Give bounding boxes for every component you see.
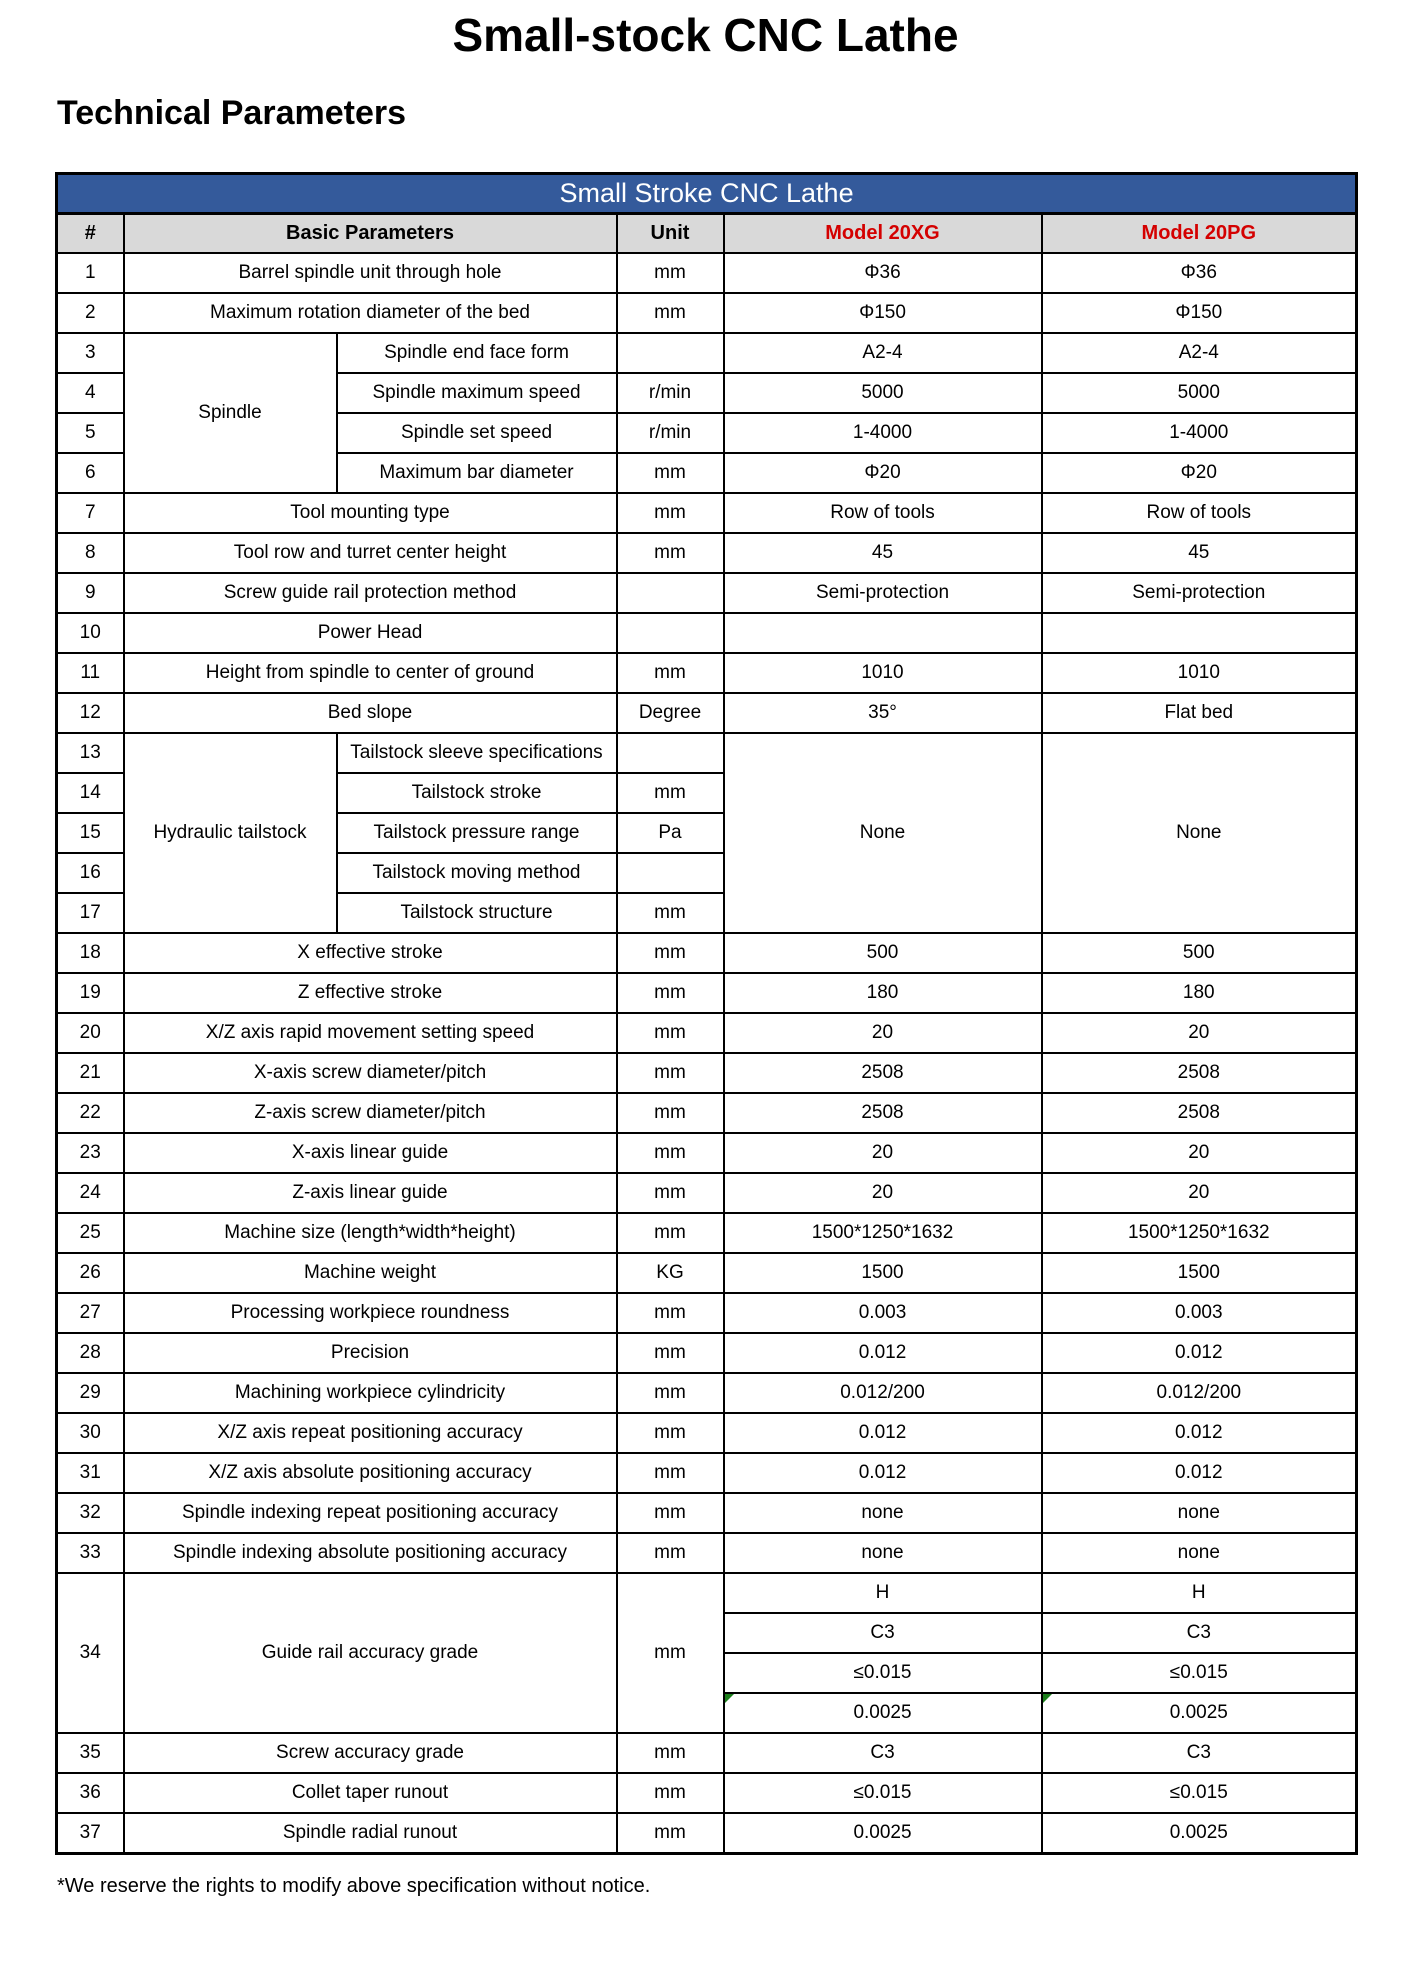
table-row [57, 1133, 1357, 1173]
table-row [57, 1533, 1357, 1573]
parameter-name: X/Z axis absolute positioning accuracy [124, 1453, 617, 1493]
table-row [57, 1173, 1357, 1213]
row-number: 24 [57, 1173, 124, 1213]
parameter-name: X-axis screw diameter/pitch [124, 1053, 617, 1093]
model-20pg-value: Semi-protection [1042, 573, 1357, 613]
table-row [57, 1813, 1357, 1853]
row-number: 1 [57, 253, 124, 293]
table-row [57, 693, 1357, 733]
model-20pg-value: none [1042, 1533, 1357, 1573]
model-20pg-value: Φ36 [1042, 253, 1357, 293]
table-row [57, 1093, 1357, 1133]
model-20pg-value: 5000 [1042, 373, 1357, 413]
model-20xg-value: 500 [724, 933, 1042, 973]
value-text: 0.0025 [853, 1702, 912, 1724]
row-number: 2 [57, 293, 124, 333]
table-row [57, 1013, 1357, 1053]
row-number: 15 [57, 813, 124, 853]
row-number: 27 [57, 1293, 124, 1333]
unit-cell: mm [617, 1733, 724, 1773]
table-row [57, 613, 1357, 653]
spec-table [55, 172, 1358, 1855]
model-20pg-value: C3 [1042, 1733, 1357, 1773]
model-20xg-value: 45 [724, 533, 1042, 573]
model-20xg-value: 1010 [724, 653, 1042, 693]
parameter-name: X/Z axis repeat positioning accuracy [124, 1413, 617, 1453]
model-20pg-value: Flat bed [1042, 693, 1357, 733]
unit-cell: mm [617, 1093, 724, 1133]
unit-cell: mm [617, 1173, 724, 1213]
model-20pg-value: 180 [1042, 973, 1357, 1013]
model-20xg-value: 2508 [724, 1053, 1042, 1093]
parameter-name: Spindle radial runout [124, 1813, 617, 1853]
model-20pg-value [1042, 613, 1357, 653]
unit-cell: mm [617, 933, 724, 973]
row-number: 8 [57, 533, 124, 573]
model-20xg-value: Φ36 [724, 253, 1042, 293]
model-20xg-value: 1500*1250*1632 [724, 1213, 1042, 1253]
model-20xg-value: 180 [724, 973, 1042, 1013]
unit-cell: mm [617, 893, 724, 933]
col-header-number: # [57, 213, 124, 253]
row-number: 16 [57, 853, 124, 893]
unit-cell: r/min [617, 413, 724, 453]
row-number: 30 [57, 1413, 124, 1453]
model-20xg-value: 1500 [724, 1253, 1042, 1293]
parameter-name: Spindle indexing repeat positioning accuracy [124, 1493, 617, 1533]
model-20pg-value: ≤0.015 [1042, 1773, 1357, 1813]
model-20pg-value: Row of tools [1042, 493, 1357, 533]
row-number: 3 [57, 333, 124, 373]
footnote: *We reserve the rights to modify above specification without notice. [57, 1874, 651, 1897]
parameter-name: Tool row and turret center height [124, 533, 617, 573]
parameter-name: Spindle indexing absolute positioning accuracy [124, 1533, 617, 1573]
table-row [57, 1053, 1357, 1093]
parameter-name: Machine size (length*width*height) [124, 1213, 617, 1253]
parameter-name: X effective stroke [124, 933, 617, 973]
table-row [57, 1253, 1357, 1293]
model-20xg-value: H [724, 1573, 1042, 1613]
model-20pg-value: 0.0025 [1042, 1813, 1357, 1853]
unit-cell: mm [617, 1453, 724, 1493]
green-corner-marker-icon [1043, 1694, 1052, 1703]
unit-cell: mm [617, 773, 724, 813]
parameter-sub-name: Spindle maximum speed [337, 373, 617, 413]
table-row [57, 533, 1357, 573]
unit-cell: mm [617, 1773, 724, 1813]
unit-cell: mm [617, 973, 724, 1013]
model-20pg-value: 0.012 [1042, 1453, 1357, 1493]
model-20xg-value: 20 [724, 1173, 1042, 1213]
row-number: 22 [57, 1093, 124, 1133]
unit-cell [617, 613, 724, 653]
table-row [57, 1293, 1357, 1333]
parameter-sub-name: Tailstock moving method [337, 853, 617, 893]
unit-cell: r/min [617, 373, 724, 413]
parameter-sub-name: Tailstock sleeve specifications [337, 733, 617, 773]
model-20pg-value [1042, 1693, 1357, 1733]
parameter-name: Screw accuracy grade [124, 1733, 617, 1773]
parameter-group-hydraulic-tailstock: Hydraulic tailstock [124, 733, 337, 933]
model-20pg-value: 1010 [1042, 653, 1357, 693]
col-header-model-20xg: Model 20XG [724, 213, 1042, 253]
model-20xg-value: ≤0.015 [724, 1773, 1042, 1813]
model-20pg-value: 2508 [1042, 1093, 1357, 1133]
model-20xg-value: none [724, 1533, 1042, 1573]
parameter-group-spindle: Spindle [124, 333, 337, 493]
table-row [57, 1773, 1357, 1813]
parameter-sub-name: Spindle set speed [337, 413, 617, 453]
row-number: 32 [57, 1493, 124, 1533]
table-header-row [57, 213, 1357, 253]
model-20xg-value: 0.0025 [724, 1813, 1042, 1853]
model-20xg-value: 1-4000 [724, 413, 1042, 453]
row-number: 18 [57, 933, 124, 973]
parameter-name: Machining workpiece cylindricity [124, 1373, 617, 1413]
model-20xg-value [724, 613, 1042, 653]
model-20xg-value: None [724, 733, 1042, 933]
parameter-name: Collet taper runout [124, 1773, 617, 1813]
row-number: 7 [57, 493, 124, 533]
model-20xg-value: ≤0.015 [724, 1653, 1042, 1693]
model-20pg-value: H [1042, 1573, 1357, 1613]
model-20pg-value: None [1042, 733, 1357, 933]
model-20xg-value: none [724, 1493, 1042, 1533]
parameter-name: Machine weight [124, 1253, 617, 1293]
model-20xg-value: 0.012 [724, 1453, 1042, 1493]
model-20xg-value: 2508 [724, 1093, 1042, 1133]
unit-cell: mm [617, 1573, 724, 1733]
unit-cell: mm [617, 1493, 724, 1533]
unit-cell: Pa [617, 813, 724, 853]
row-number: 33 [57, 1533, 124, 1573]
row-number: 10 [57, 613, 124, 653]
model-20xg-value: 35° [724, 693, 1042, 733]
model-20pg-value: ≤0.015 [1042, 1653, 1357, 1693]
table-row [57, 1573, 1357, 1613]
model-20xg-value: 20 [724, 1013, 1042, 1053]
table-title: Small Stroke CNC Lathe [57, 173, 1357, 213]
model-20pg-value: 1-4000 [1042, 413, 1357, 453]
unit-cell [617, 573, 724, 613]
model-20pg-value: 0.012 [1042, 1333, 1357, 1373]
parameter-name: Z effective stroke [124, 973, 617, 1013]
table-row [57, 1453, 1357, 1493]
row-number: 6 [57, 453, 124, 493]
model-20pg-value: Φ150 [1042, 293, 1357, 333]
model-20xg-value: 20 [724, 1133, 1042, 1173]
table-row [57, 493, 1357, 533]
col-header-unit: Unit [617, 213, 724, 253]
model-20xg-value: Φ150 [724, 293, 1042, 333]
parameter-sub-name: Maximum bar diameter [337, 453, 617, 493]
model-20pg-value: A2-4 [1042, 333, 1357, 373]
unit-cell: mm [617, 1013, 724, 1053]
parameter-sub-name: Tailstock stroke [337, 773, 617, 813]
model-20pg-value: C3 [1042, 1613, 1357, 1653]
row-number: 5 [57, 413, 124, 453]
table-row [57, 653, 1357, 693]
table-row [57, 973, 1357, 1013]
unit-cell: mm [617, 1053, 724, 1093]
model-20xg-value: 0.012 [724, 1413, 1042, 1453]
table-row [57, 933, 1357, 973]
model-20pg-value: 20 [1042, 1013, 1357, 1053]
parameter-name: Precision [124, 1333, 617, 1373]
row-number: 34 [57, 1573, 124, 1733]
page-title: Small-stock CNC Lathe [452, 9, 959, 61]
table-row [57, 1493, 1357, 1533]
row-number: 19 [57, 973, 124, 1013]
model-20pg-value: 2508 [1042, 1053, 1357, 1093]
row-number: 17 [57, 893, 124, 933]
unit-cell: mm [617, 653, 724, 693]
model-20pg-value: 45 [1042, 533, 1357, 573]
row-number: 25 [57, 1213, 124, 1253]
parameter-sub-name: Tailstock structure [337, 893, 617, 933]
model-20pg-value: 1500 [1042, 1253, 1357, 1293]
row-number: 13 [57, 733, 124, 773]
model-20xg-value: Row of tools [724, 493, 1042, 533]
unit-cell [617, 853, 724, 893]
parameter-name: Z-axis screw diameter/pitch [124, 1093, 617, 1133]
spec-table-container [55, 172, 1411, 1855]
parameter-name: X-axis linear guide [124, 1133, 617, 1173]
model-20xg-value: Semi-protection [724, 573, 1042, 613]
model-20xg-value: A2-4 [724, 333, 1042, 373]
model-20xg-value: 0.003 [724, 1293, 1042, 1333]
model-20xg-value [724, 1693, 1042, 1733]
model-20xg-value: C3 [724, 1613, 1042, 1653]
model-20pg-value: 1500*1250*1632 [1042, 1213, 1357, 1253]
table-row [57, 1373, 1357, 1413]
row-number: 23 [57, 1133, 124, 1173]
row-number: 37 [57, 1813, 124, 1853]
parameter-name: Z-axis linear guide [124, 1173, 617, 1213]
row-number: 21 [57, 1053, 124, 1093]
table-row [57, 1733, 1357, 1773]
model-20pg-value: none [1042, 1493, 1357, 1533]
model-20pg-value: Φ20 [1042, 453, 1357, 493]
col-header-model-20pg: Model 20PG [1042, 213, 1357, 253]
unit-cell: mm [617, 1133, 724, 1173]
parameter-name: Bed slope [124, 693, 617, 733]
value-text: 0.0025 [1169, 1702, 1228, 1724]
model-20pg-value: 20 [1042, 1173, 1357, 1213]
parameter-name: X/Z axis rapid movement setting speed [124, 1013, 617, 1053]
unit-cell [617, 733, 724, 773]
parameter-sub-name: Spindle end face form [337, 333, 617, 373]
parameter-sub-name: Tailstock pressure range [337, 813, 617, 853]
parameter-name: Screw guide rail protection method [124, 573, 617, 613]
unit-cell [617, 333, 724, 373]
unit-cell: Degree [617, 693, 724, 733]
parameter-name: Power Head [124, 613, 617, 653]
col-header-basic-parameters: Basic Parameters [124, 213, 617, 253]
parameter-name: Processing workpiece roundness [124, 1293, 617, 1333]
row-number: 4 [57, 373, 124, 413]
model-20xg-value: 5000 [724, 373, 1042, 413]
unit-cell: mm [617, 293, 724, 333]
unit-cell: mm [617, 253, 724, 293]
table-title-row [57, 173, 1357, 213]
unit-cell: mm [617, 1813, 724, 1853]
model-20xg-value: 0.012/200 [724, 1373, 1042, 1413]
unit-cell: mm [617, 453, 724, 493]
row-number: 26 [57, 1253, 124, 1293]
table-row [57, 573, 1357, 613]
parameter-name: Guide rail accuracy grade [124, 1573, 617, 1733]
parameter-name: Maximum rotation diameter of the bed [124, 293, 617, 333]
unit-cell: mm [617, 1413, 724, 1453]
row-number: 9 [57, 573, 124, 613]
row-number: 35 [57, 1733, 124, 1773]
table-row [57, 253, 1357, 293]
green-corner-marker-icon [725, 1694, 734, 1703]
model-20pg-value: 500 [1042, 933, 1357, 973]
table-row [57, 1333, 1357, 1373]
table-row [57, 293, 1357, 333]
table-row [57, 733, 1357, 773]
row-number: 12 [57, 693, 124, 733]
unit-cell: mm [617, 493, 724, 533]
row-number: 20 [57, 1013, 124, 1053]
unit-cell: mm [617, 1213, 724, 1253]
row-number: 11 [57, 653, 124, 693]
model-20pg-value: 0.012 [1042, 1413, 1357, 1453]
parameter-name: Barrel spindle unit through hole [124, 253, 617, 293]
unit-cell: KG [617, 1253, 724, 1293]
model-20pg-value: 20 [1042, 1133, 1357, 1173]
row-number: 31 [57, 1453, 124, 1493]
row-number: 29 [57, 1373, 124, 1413]
row-number: 14 [57, 773, 124, 813]
row-number: 28 [57, 1333, 124, 1373]
model-20pg-value: 0.003 [1042, 1293, 1357, 1333]
unit-cell: mm [617, 1373, 724, 1413]
table-row [57, 333, 1357, 373]
unit-cell: mm [617, 1333, 724, 1373]
row-number: 36 [57, 1773, 124, 1813]
unit-cell: mm [617, 1293, 724, 1333]
model-20pg-value: 0.012/200 [1042, 1373, 1357, 1413]
table-row [57, 1413, 1357, 1453]
model-20xg-value: Φ20 [724, 453, 1042, 493]
section-heading: Technical Parameters [57, 94, 406, 133]
unit-cell: mm [617, 1533, 724, 1573]
parameter-name: Height from spindle to center of ground [124, 653, 617, 693]
table-row [57, 1213, 1357, 1253]
model-20xg-value: 0.012 [724, 1333, 1042, 1373]
parameter-name: Tool mounting type [124, 493, 617, 533]
model-20xg-value: C3 [724, 1733, 1042, 1773]
unit-cell: mm [617, 533, 724, 573]
